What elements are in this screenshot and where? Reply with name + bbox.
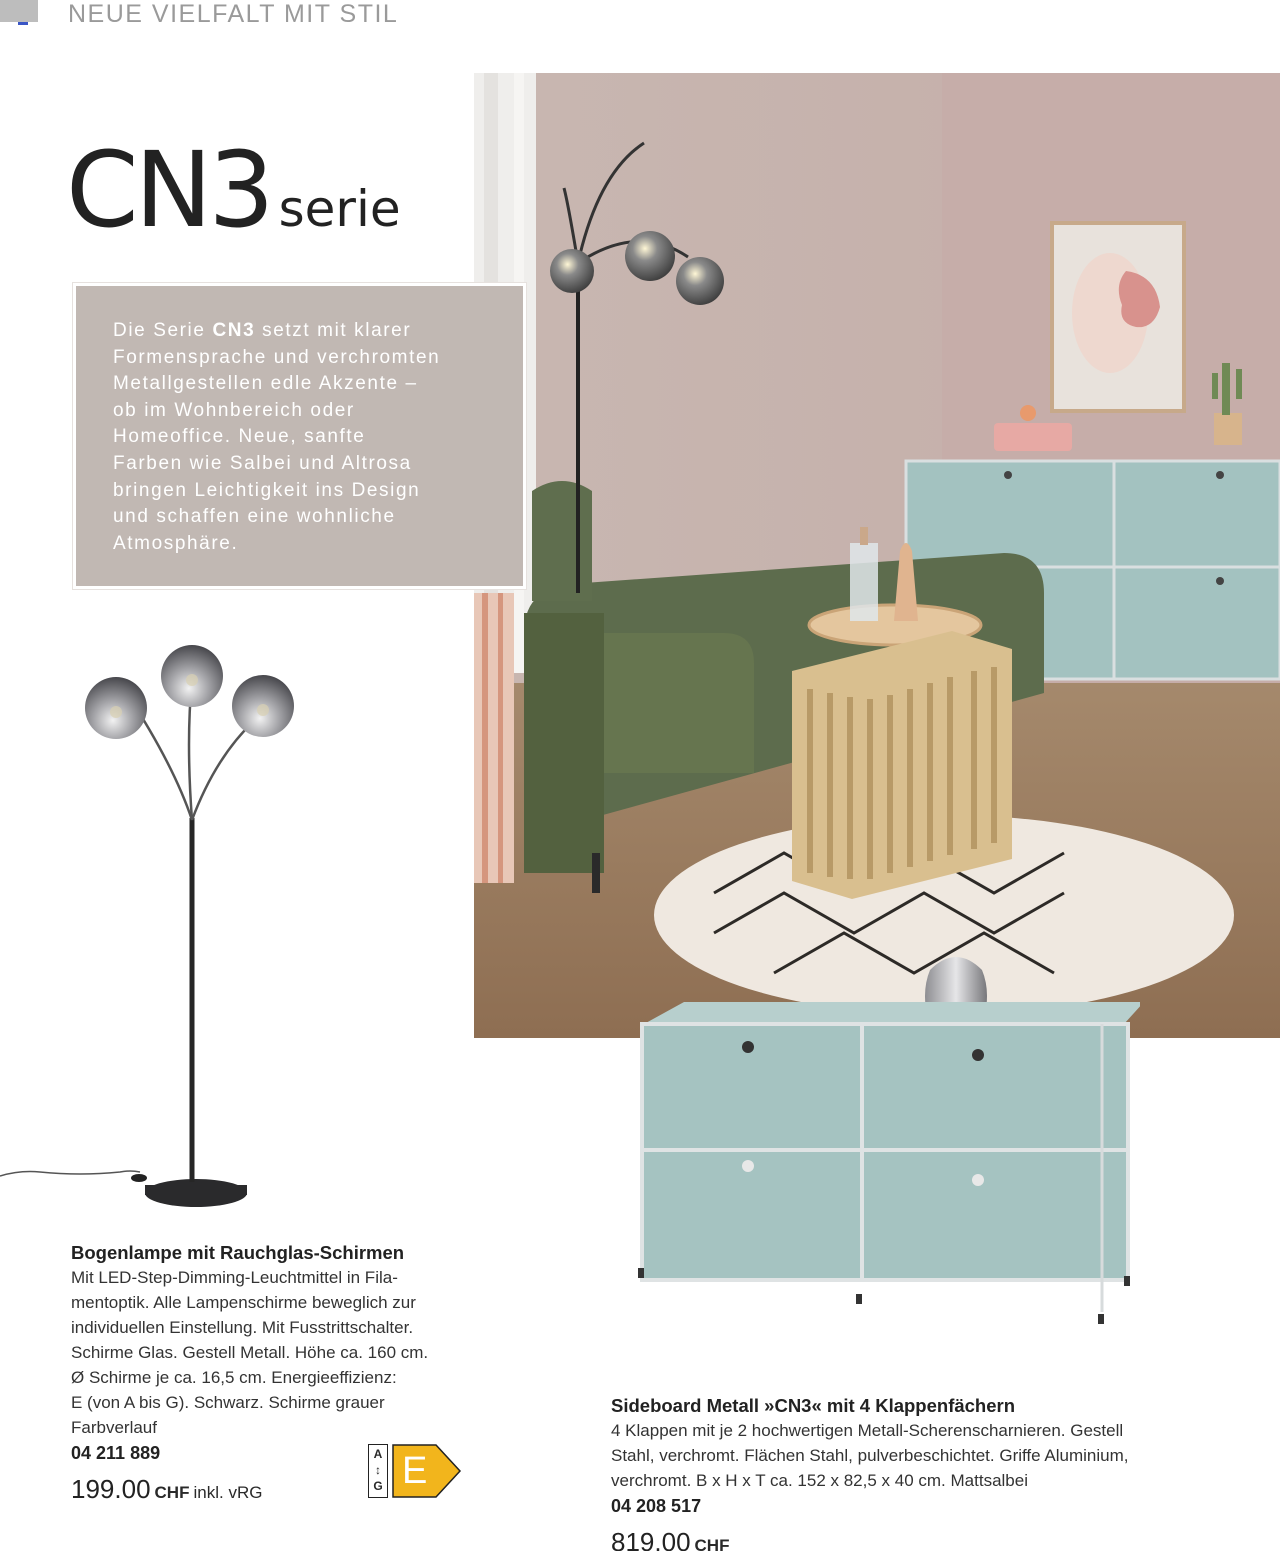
lamp-title: Bogenlampe mit Rauchglas-Schirmen: [71, 1242, 405, 1263]
series-logo: [66, 129, 401, 251]
energy-scale-top: A: [373, 1447, 383, 1461]
energy-scale-arrow-icon: ↕: [375, 1463, 381, 1477]
lamp-description: [71, 1265, 471, 1440]
lamp-description-line: Ø Schirme je ca. 16,5 cm. Energieeffizienz:: [71, 1368, 397, 1387]
energy-scale-bottom: G: [373, 1479, 383, 1493]
series-logo-suffix: serie: [278, 180, 401, 238]
page-tab: [0, 0, 38, 22]
lamp-sku: 04 211 889: [71, 1443, 161, 1463]
lamp-description-line: Farbverlauf: [71, 1418, 157, 1437]
lamp-product-image: [0, 620, 470, 1220]
sideboard-description: [611, 1418, 1211, 1493]
lamp-description-line: Schirme Glas. Gestell Metall. Höhe ca. 160 cm.: [71, 1343, 429, 1362]
lamp-price-note: inkl. vRG: [193, 1483, 263, 1502]
lamp-description-line: individuellen Einstellung. Mit Fusstrittschalter.: [71, 1318, 414, 1337]
lamp-description-line: mentoptik. Alle Lampenschirme beweglich zur: [71, 1293, 416, 1312]
energy-scale: [368, 1444, 388, 1498]
sideboard-product-image: [630, 940, 1140, 1325]
intro-text-box: [73, 283, 526, 589]
lamp-price-currency: CHF: [154, 1483, 190, 1502]
lamp-description-line: Mit LED-Step-Dimming-Leuchtmittel in Fila-: [71, 1268, 398, 1287]
sideboard-description-line: Stahl, verchromt. Flächen Stahl, pulverbeschichtet. Griffe Aluminium,: [611, 1446, 1129, 1465]
hero-room-image: [474, 73, 1280, 1038]
sideboard-price: [611, 1527, 1211, 1551]
sideboard-title: Sideboard Metall »CN3« mit 4 Klappenfächern: [611, 1395, 1016, 1416]
section-header: NEUE VIELFALT MIT STIL: [68, 0, 399, 28]
sideboard-description-line: verchromt. B x H x T ca. 152 x 82,5 x 40 cm. Mattsalbei: [611, 1471, 1028, 1490]
lamp-price-value: 199.00: [71, 1474, 151, 1504]
intro-text: Die Serie CN3 setzt mit klarer Formensprache und verchromten Metallgestellen edle Akzente – ob im Wohnbereich oder Homeoffice. Neue, sanfte Farben wie Salbei und Altrosa bringen Leichtigkeit ins Design und schaffen eine wohnliche Atmosphäre.: [113, 320, 441, 554]
page-tab-marker: [18, 22, 28, 25]
sideboard-price-currency: CHF: [694, 1536, 730, 1551]
energy-class: E: [402, 1450, 428, 1492]
sideboard-sku: 04 208 517: [611, 1496, 702, 1516]
energy-label: [368, 1444, 462, 1498]
sideboard-product-info: [611, 1393, 1211, 1551]
lamp-description-line: E (von A bis G). Schwarz. Schirme grauer: [71, 1393, 385, 1412]
sideboard-price-value: 819.00: [611, 1527, 691, 1551]
sideboard-description-line: 4 Klappen mit je 2 hochwertigen Metall-Scherenscharnieren. Gestell: [611, 1421, 1124, 1440]
series-logo-name: CN3: [66, 129, 271, 251]
